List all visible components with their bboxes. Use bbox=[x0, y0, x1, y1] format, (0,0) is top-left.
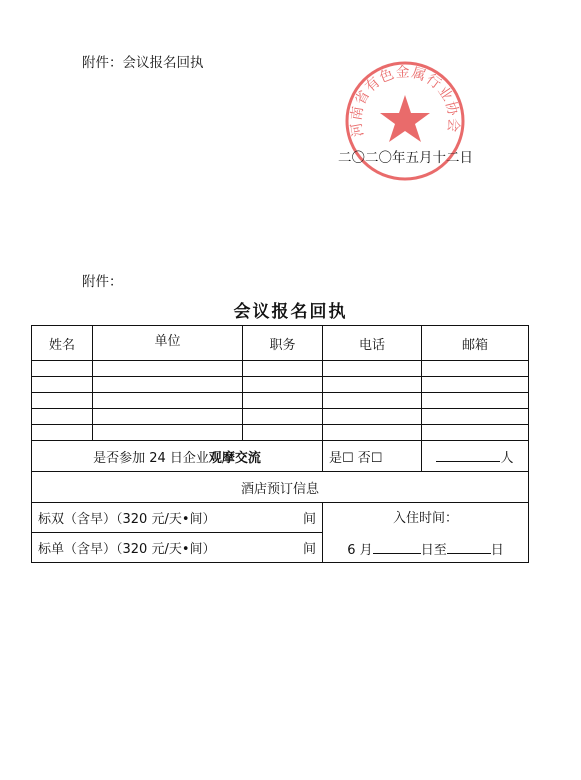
name-cell[interactable] bbox=[32, 393, 93, 409]
checkin-dates bbox=[323, 539, 528, 558]
hotel-header-row bbox=[32, 472, 529, 503]
visit-question bbox=[32, 441, 323, 472]
blank-row bbox=[32, 409, 529, 425]
column-header-name: 姓名 bbox=[32, 326, 93, 361]
header-row bbox=[32, 326, 529, 361]
checkin-end-blank[interactable] bbox=[447, 541, 491, 554]
blank-row bbox=[32, 393, 529, 409]
room-double-unit: 间 bbox=[302, 512, 316, 527]
form-title: 会议报名回执 bbox=[233, 302, 348, 322]
room-single-label: 标单（含早）（320 元/天•间） bbox=[38, 542, 216, 557]
hotel-header: 酒店预订信息 bbox=[32, 472, 529, 503]
position-cell[interactable] bbox=[243, 409, 323, 425]
letter-date: 二〇二〇年五月十二日 bbox=[338, 150, 473, 166]
position-cell[interactable] bbox=[243, 425, 323, 441]
visit-question-text: 是否参加 24 日企业 bbox=[93, 450, 209, 466]
position-cell[interactable] bbox=[243, 393, 323, 409]
room-double-cell bbox=[32, 503, 323, 533]
room-single-unit: 间 bbox=[302, 542, 316, 557]
name-cell[interactable] bbox=[32, 425, 93, 441]
email-cell[interactable] bbox=[422, 425, 529, 441]
checkin-month: 6 月 bbox=[347, 543, 373, 558]
email-cell[interactable] bbox=[422, 393, 529, 409]
svg-text:河南省有色金属行业协会: 河南省有色金属行业协会 bbox=[348, 64, 462, 139]
room-double-row bbox=[32, 503, 529, 533]
column-header-unit: 单位 bbox=[93, 326, 243, 361]
attachment-line: 附件：会议报名回执 bbox=[82, 55, 204, 71]
unit-cell[interactable] bbox=[93, 377, 243, 393]
visit-row bbox=[32, 441, 529, 472]
checkin-day-to: 日至 bbox=[420, 543, 447, 558]
checkin-day: 日 bbox=[490, 543, 504, 558]
visit-choice[interactable]: 是☐ 否☐ bbox=[323, 441, 422, 472]
position-cell[interactable] bbox=[243, 377, 323, 393]
unit-cell[interactable] bbox=[93, 393, 243, 409]
name-cell[interactable] bbox=[32, 377, 93, 393]
room-double-label: 标双（含早）（320 元/天•间） bbox=[38, 512, 216, 527]
column-header-email: 邮箱 bbox=[422, 326, 529, 361]
phone-cell[interactable] bbox=[323, 393, 422, 409]
attachment-label: 附件： bbox=[82, 274, 123, 290]
unit-cell[interactable] bbox=[93, 361, 243, 377]
phone-cell[interactable] bbox=[323, 377, 422, 393]
name-cell[interactable] bbox=[32, 409, 93, 425]
email-cell[interactable] bbox=[422, 361, 529, 377]
registration-form-table bbox=[31, 325, 529, 563]
checkin-cell bbox=[323, 503, 529, 563]
blank-row bbox=[32, 425, 529, 441]
position-cell[interactable] bbox=[243, 361, 323, 377]
unit-cell[interactable] bbox=[93, 425, 243, 441]
visit-question-bold: 观摩交流 bbox=[208, 450, 261, 466]
blank-row bbox=[32, 377, 529, 393]
email-cell[interactable] bbox=[422, 377, 529, 393]
email-cell[interactable] bbox=[422, 409, 529, 425]
blank-row bbox=[32, 361, 529, 377]
visit-count-unit: 人 bbox=[500, 450, 514, 466]
visit-count bbox=[422, 441, 529, 472]
name-cell[interactable] bbox=[32, 361, 93, 377]
column-header-position: 职务 bbox=[243, 326, 323, 361]
unit-cell[interactable] bbox=[93, 409, 243, 425]
checkin-label: 入住时间： bbox=[392, 511, 458, 526]
phone-cell[interactable] bbox=[323, 361, 422, 377]
room-single-cell bbox=[32, 533, 323, 563]
phone-cell[interactable] bbox=[323, 425, 422, 441]
phone-cell[interactable] bbox=[323, 409, 422, 425]
column-header-phone: 电话 bbox=[323, 326, 422, 361]
visit-count-blank[interactable] bbox=[436, 449, 500, 462]
checkin-start-blank[interactable] bbox=[373, 541, 421, 554]
